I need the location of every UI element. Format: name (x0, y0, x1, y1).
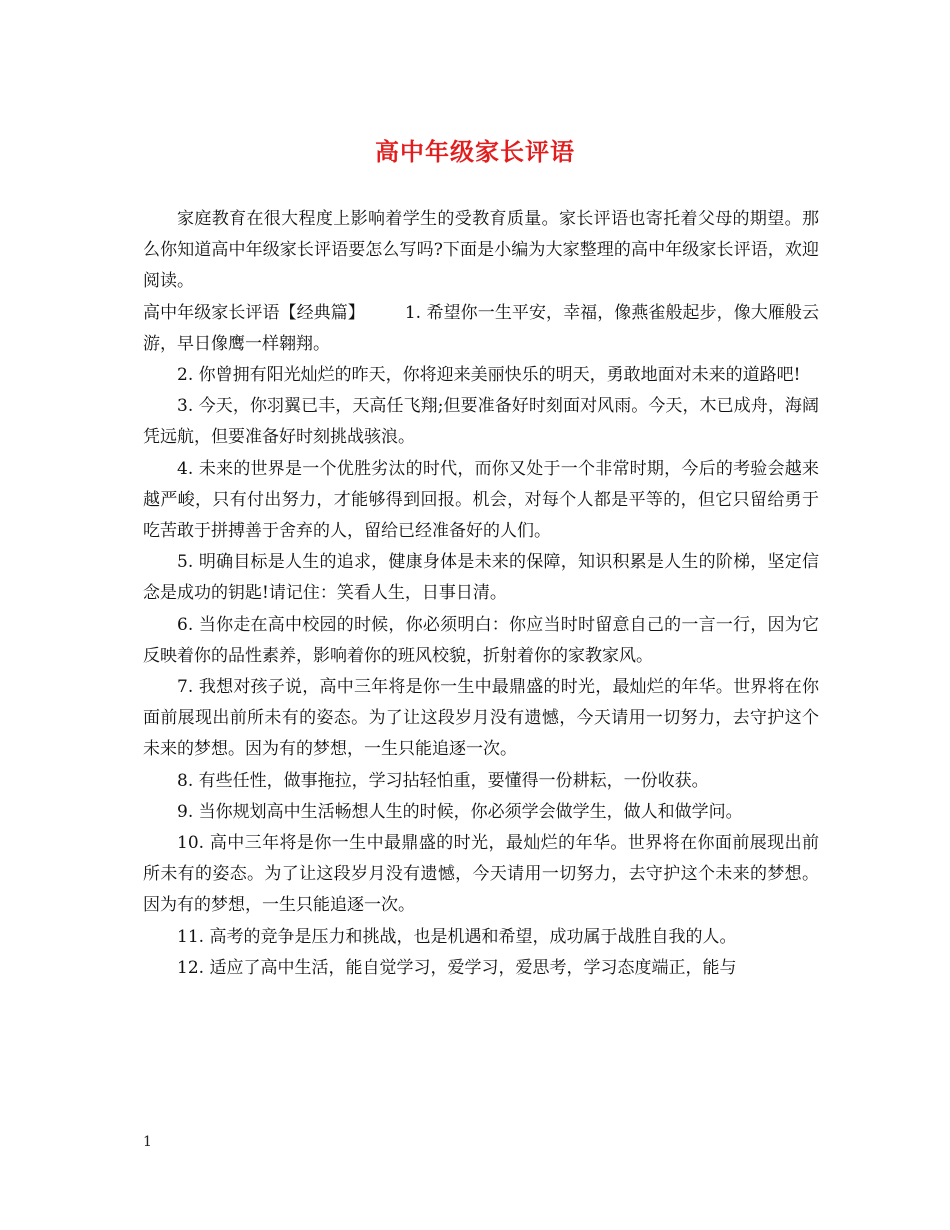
document-title: 高中年级家长评语 (375, 137, 575, 166)
first-item: 1. 希望你一生平安，幸福，像燕雀般起步，像大雁般云游，早日像鹰一样翱翔。 (143, 302, 819, 354)
list-item: 12. 适应了高中生活，能自觉学习，爱学习，爱思考，学习态度端正，能与 (177, 957, 737, 978)
section-paragraph (143, 298, 819, 360)
document-body (143, 204, 819, 984)
list-item: 3. 今天，你羽翼已丰，天高任飞翔;但要准备好时刻面对风雨。今天，木已成舟，海阔凭远航，但要准备好时刻挑战骇浪。 (143, 396, 819, 448)
list-item: 2. 你曾拥有阳光灿烂的昨天，你将迎来美丽快乐的明天，勇敢地面对未来的道路吧! (177, 365, 801, 386)
list-item: 8. 有些任性，做事拖拉，学习拈轻怕重，要懂得一份耕耘，一份收获。 (177, 770, 709, 791)
list-item: 7. 我想对孩子说，高中三年将是你一生中最鼎盛的时光，最灿烂的年华。世界将在你面前展现出前所未有的姿态。为了让这段岁月没有遗憾，今天请用一切努力，去守护这个未来的梦想。因为有的梦想，一生只能追逐一次。 (143, 677, 819, 760)
list-item: 6. 当你走在高中校园的时候，你必须明白：你应当时时留意自己的一言一行，因为它反映着你的品性素养，影响着你的班风校貌，折射着你的家教家风。 (143, 614, 819, 666)
list-item: 4. 未来的世界是一个优胜劣汰的时代，而你又处于一个非常时期，今后的考验会越来越严峻，只有付出努力，才能够得到回报。机会，对每个人都是平等的，但它只留给勇于吃苦敢于拼搏善于舍弃的人，留给已经准备好的人们。 (143, 458, 819, 542)
list-item: 5. 明确目标是人生的追求，健康身体是未来的保障，知识积累是人生的阶梯，坚定信念是成功的钥匙!请记住：笑看人生，日事日清。 (143, 552, 819, 604)
intro-paragraph: 家庭教育在很大程度上影响着学生的受教育质量。家长评语也寄托着父母的期望。那么你知道高中年级家长评语要怎么写吗?下面是小编为大家整理的高中年级家长评语，欢迎阅读。 (143, 209, 819, 292)
section-heading: 高中年级家长评语【经典篇】 (143, 302, 365, 323)
page-number: 1 (143, 1134, 152, 1150)
list-item: 9. 当你规划高中生活畅想人生的时候，你必须学会做学生，做人和做学问。 (177, 801, 743, 822)
list-item: 10. 高中三年将是你一生中最鼎盛的时光，最灿烂的年华。世界将在你面前展现出前所未有的姿态。为了让这段岁月没有遗憾，今天请用一切努力，去守护这个未来的梦想。因为有的梦想，一生只能追逐一次。 (143, 833, 819, 916)
list-item: 11. 高考的竞争是压力和挑战，也是机遇和希望，成功属于战胜自我的人。 (177, 926, 737, 947)
